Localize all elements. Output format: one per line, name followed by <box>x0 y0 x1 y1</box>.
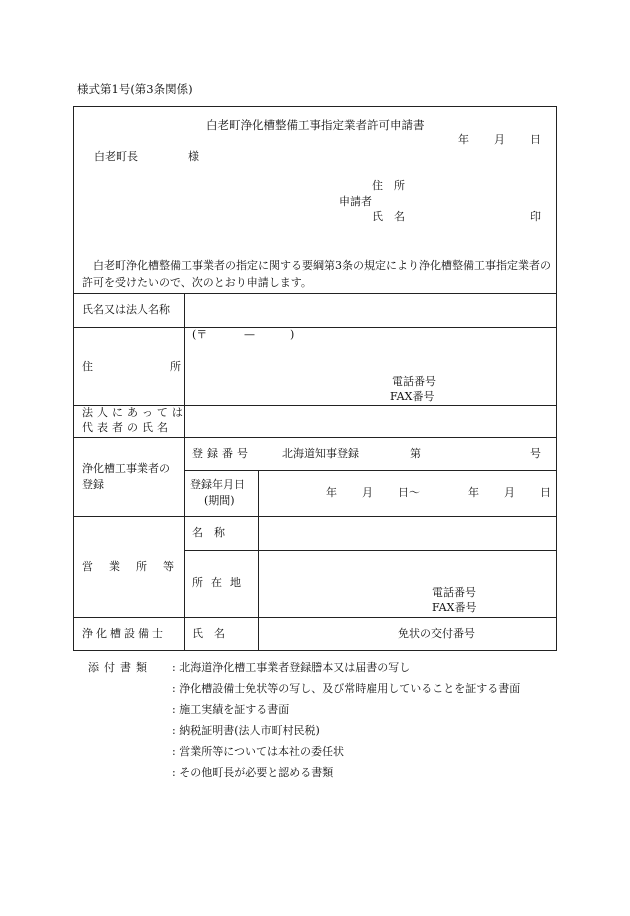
registration-date-year: 年 <box>326 486 337 499</box>
registration-go: 号 <box>530 447 541 460</box>
postal-dash: — <box>244 328 255 341</box>
registration-date-label-line1: 登録年月日 <box>190 478 245 491</box>
office-name-label: 名 称 <box>192 526 225 539</box>
attachments-label: 添付書類 <box>88 661 152 674</box>
registration-number-label: 登録番号 <box>192 447 252 460</box>
registration-date-month2: 月 <box>504 486 515 499</box>
address-phone-label: 電話番号 <box>392 375 436 388</box>
name-field[interactable] <box>186 295 554 325</box>
rule-line <box>184 550 556 551</box>
attachment-item: : 北海道浄化槽工事業者登録謄本又は届書の写し <box>172 661 411 674</box>
representative-label-line1: 法人にあっては <box>82 406 187 419</box>
registration-date-day-from: 日〜 <box>398 486 420 499</box>
attachment-item: : その他町長が必要と認める書類 <box>172 766 334 779</box>
rule-line <box>74 617 556 618</box>
rule-line <box>258 516 259 650</box>
address-fax-label: FAX番号 <box>390 390 435 403</box>
registration-date-label-line2: (期間) <box>204 494 235 507</box>
applicant-label: 申請者 <box>339 195 372 208</box>
rule-line <box>184 293 185 650</box>
form-title: 白老町浄化槽整備工事指定業者許可申請書 <box>206 118 425 132</box>
representative-field[interactable] <box>186 407 554 435</box>
office-label: 営業所等 <box>82 560 190 573</box>
office-phone-label: 電話番号 <box>432 586 476 599</box>
attachment-item: : 浄化槽設備士免状等の写し、及び常時雇用していることを証する書面 <box>172 682 521 695</box>
address-label-left: 住 <box>82 360 93 373</box>
addressee: 白老町長 <box>94 150 138 163</box>
attachment-item: : 納税証明書(法人市町村民税) <box>172 724 320 737</box>
applicant-address-label: 住 所 <box>372 179 405 192</box>
applicant-name-label: 氏 名 <box>372 210 405 223</box>
date-month: 月 <box>494 133 505 146</box>
representative-label-line2: 代表者の氏名 <box>82 421 172 434</box>
form-number: 様式第1号(第3条関係) <box>77 82 193 96</box>
address-label-right: 所 <box>170 360 181 373</box>
date-year: 年 <box>458 133 469 146</box>
rule-line <box>258 470 259 516</box>
name-label: 氏名又は法人名称 <box>82 303 170 316</box>
office-location-label: 所在地 <box>192 576 249 589</box>
attachment-item: : 施工実績を証する書面 <box>172 703 290 716</box>
office-name-field[interactable] <box>260 518 554 548</box>
application-statement: 白老町浄化槽整備工事業者の指定に関する要綱第3条の規定により浄化槽整備工事指定業者の許可を受けたいので、次のとおり申請します。 <box>82 259 551 289</box>
postal-close: ) <box>290 328 295 341</box>
application-form <box>73 106 557 651</box>
registration-date-day2: 日 <box>540 486 551 499</box>
technician-label: 浄化槽設備士 <box>82 627 166 640</box>
registration-date-year2: 年 <box>468 486 479 499</box>
rule-line <box>74 437 556 438</box>
date-day: 日 <box>530 133 541 146</box>
attachment-item: : 営業所等については本社の委任状 <box>172 745 344 758</box>
address-field[interactable] <box>186 345 554 373</box>
postal-open: (〒 <box>192 328 208 341</box>
registration-dai: 第 <box>410 447 421 460</box>
rule-line <box>74 293 556 294</box>
office-location-field[interactable] <box>260 553 554 581</box>
office-fax-label: FAX番号 <box>432 601 477 614</box>
registration-label-line2: 登録 <box>82 478 104 491</box>
rule-line <box>74 516 556 517</box>
registration-label-line1: 浄化槽工事業者の <box>82 462 170 475</box>
license-number-label: 免状の交付番号 <box>398 627 475 640</box>
technician-name-label: 氏 名 <box>192 627 225 640</box>
seal-mark: 印 <box>530 210 541 223</box>
registration-date-month: 月 <box>362 486 373 499</box>
rule-line <box>184 470 556 471</box>
honorific: 様 <box>188 150 199 163</box>
rule-line <box>74 327 556 328</box>
registration-authority: 北海道知事登録 <box>282 447 359 460</box>
